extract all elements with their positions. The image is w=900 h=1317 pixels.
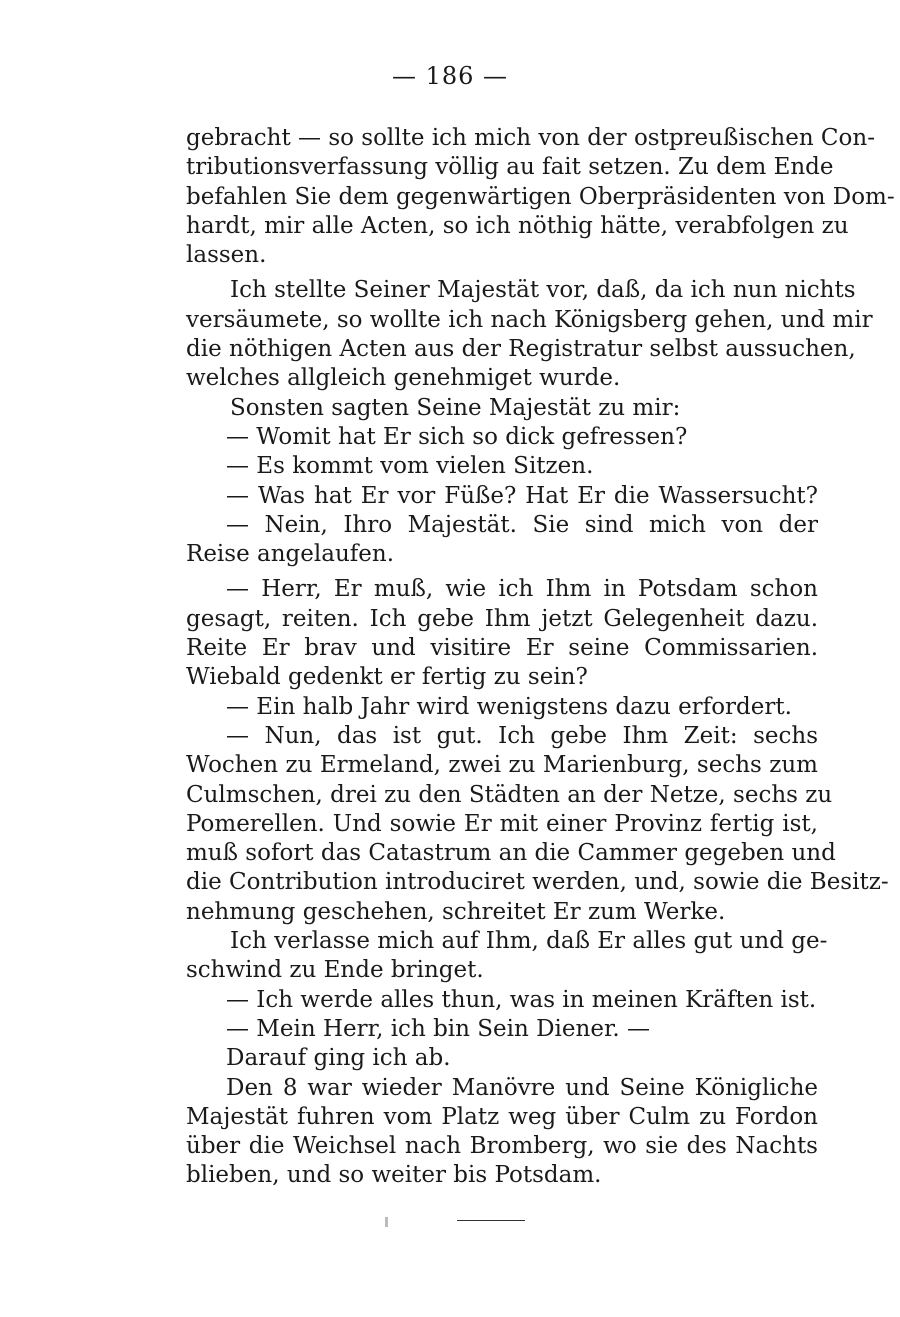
text-line: muß sofort das Catastrum an die Cammer gegeben und bbox=[186, 840, 836, 867]
body-text bbox=[186, 124, 895, 1191]
text-line: Ich verlasse mich auf Ihm, daß Er alles gut und ge- bbox=[230, 928, 828, 955]
text-line: — Nun, das ist gut. Ich gebe Ihm Zeit: sechs bbox=[226, 722, 818, 749]
text-line: befahlen Sie dem gegenwärtigen Oberpräsidenten von Dom- bbox=[186, 183, 895, 210]
text-line: Wiebald gedenkt er fertig zu sein? bbox=[186, 664, 588, 691]
text-line: Darauf ging ich ab. bbox=[226, 1045, 451, 1072]
text-line: — Herr, Er muß, wie ich Ihm in Potsdam schon bbox=[226, 576, 818, 603]
text-line: Reise angelaufen. bbox=[186, 541, 394, 568]
text-line: gebracht — so sollte ich mich von der ostpreußischen Con- bbox=[186, 125, 875, 151]
text-line: Sonsten sagten Seine Majestät zu mir: bbox=[230, 394, 681, 421]
page-number: — 186 — bbox=[391, 62, 509, 90]
scan-speck bbox=[385, 1217, 388, 1227]
text-line: schwind zu Ende bringet. bbox=[186, 957, 484, 984]
text-line: Reite Er brav und visitire Er seine Commissarien. bbox=[186, 635, 818, 662]
text-line: Pomerellen. Und sowie Er mit einer Provinz fertig ist, bbox=[186, 810, 818, 837]
text-line: hardt, mir alle Acten, so ich nöthig hätte, verabfolgen zu bbox=[186, 212, 849, 239]
text-line: welches allgleich genehmiget wurde. bbox=[186, 365, 621, 392]
text-line: Culmschen, drei zu den Städten an der Netze, sechs zu bbox=[186, 781, 833, 808]
text-line: Den 8 war wieder Manövre und Seine Königliche bbox=[226, 1074, 818, 1101]
text-line: gesagt, reiten. Ich gebe Ihm jetzt Gelegenheit dazu. bbox=[186, 605, 818, 632]
text-line: Wochen zu Ermeland, zwei zu Marienburg, sechs zum bbox=[186, 752, 818, 779]
text-line: blieben, und so weiter bis Potsdam. bbox=[186, 1162, 602, 1189]
end-rule bbox=[457, 1220, 525, 1221]
text-line: nehmung geschehen, schreitet Er zum Werke. bbox=[186, 898, 726, 925]
text-line: — Womit hat Er sich so dick gefressen? bbox=[226, 423, 688, 450]
text-line: lassen. bbox=[186, 242, 267, 269]
text-line: Ich stellte Seiner Majestät vor, daß, da ich nun nichts bbox=[230, 277, 856, 304]
text-line: tributionsverfassung völlig au fait setzen. Zu dem Ende bbox=[186, 154, 834, 181]
text-line: — Mein Herr, ich bin Sein Diener. — bbox=[226, 1015, 651, 1042]
text-line: Majestät fuhren vom Platz weg über Culm zu Fordon bbox=[186, 1103, 818, 1130]
text-line: — Ich werde alles thun, was in meinen Kräften ist. bbox=[226, 986, 817, 1013]
text-line: die Contribution introduciret werden, und, sowie die Besitz- bbox=[186, 869, 889, 896]
text-line: die nöthigen Acten aus der Registratur selbst aussuchen, bbox=[186, 336, 856, 363]
text-line: — Ein halb Jahr wird wenigstens dazu erfordert. bbox=[226, 693, 792, 720]
text-line: — Es kommt vom vielen Sitzen. bbox=[226, 453, 594, 480]
text-line: — Nein, Ihro Majestät. Sie sind mich von der bbox=[226, 511, 818, 538]
text-line: über die Weichsel nach Bromberg, wo sie des Nachts bbox=[186, 1133, 818, 1160]
text-line: — Was hat Er vor Füße? Hat Er die Wassersucht? bbox=[226, 482, 818, 509]
text-line: versäumete, so wollte ich nach Königsberg gehen, und mir bbox=[186, 306, 873, 333]
